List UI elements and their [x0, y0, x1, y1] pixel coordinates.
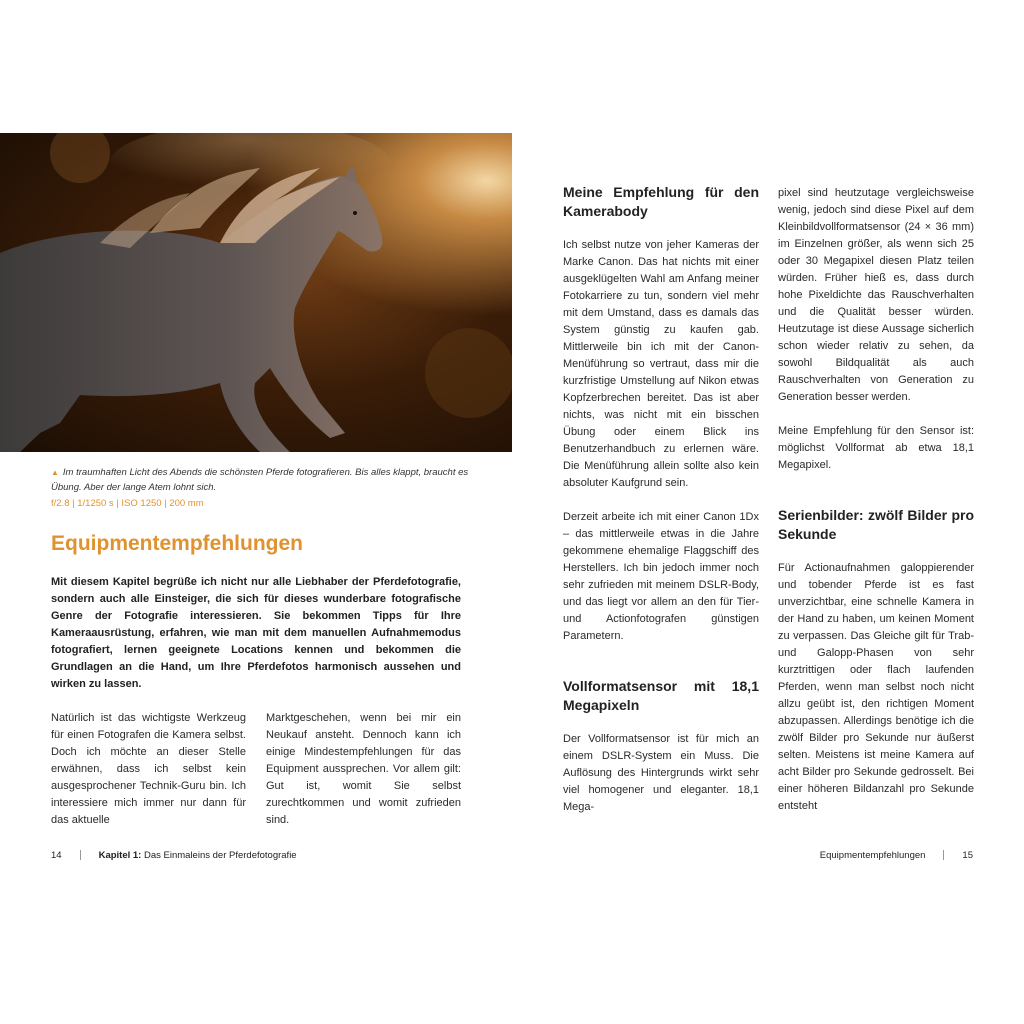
caption-triangle-icon: ▲	[51, 468, 59, 477]
chapter-label: Kapitel 1:	[98, 850, 142, 861]
text-column-4	[778, 185, 974, 832]
caption-text: Im traumhaften Licht des Abends die schönsten Pferde fotografieren. Bis alles klappt, braucht es Übung. Aber der lange Atem lohnt sich.	[51, 467, 469, 493]
section-heading: Serienbilder: zwölf Bilder pro Sekunde	[778, 507, 974, 542]
paragraph: Der Vollformatsensor ist für mich an einem DSLR-System ein Muss. Die Auflösung des Hintergrunds wirkt sehr viel homogener und eleganter. 18,1 Mega-	[563, 733, 759, 813]
paragraph: Marktgeschehen, wenn bei mir ein Neukauf ansteht. Dennoch kann ich einige Mindestempfehlungen für das Equipment aussprechen. Vor allem gilt: Gut ist, womit Sie selbst zurechtkommen und womit zufrieden sind.	[266, 712, 461, 826]
footer-divider	[80, 850, 81, 860]
text-column-1	[51, 710, 246, 846]
footer-left	[51, 850, 297, 861]
paragraph: Derzeit arbeite ich mit einer Canon 1Dx – das mittlerweile etwas in die Jahre gekommene ehemalige Flaggschiff des Herstellers. Ich bin jedoch immer noch sehr zufrieden mit meinem DSLR-Body, und das liegt vor allem an den für Tier- und Actionfotografen günstigen Parametern.	[563, 511, 759, 642]
text-column-3	[563, 183, 759, 833]
paragraph: Ich selbst nutze von jeher Kameras der Marke Canon. Das hat nichts mit einer ausgeklügelten Wahl am Anfang meiner Fotokarriere zu tun, sondern viel mehr mit dem Umstand, dass es damals das System günstig zu kaufen gab. Mittlerweile bin ich mit der Canon-Menüführung so vertraut, dass mir die kurzfristige Umstellung auf Nikon etwas Kopfzerbrechen bereitet. Das ist aber nichts, was nicht mit ein bisschen Übung oder einem Blick ins Benutzerhandbuch zu erlernen wäre. Die Menüführung allein sollte also kein absoluter Kaufgrund sein.	[563, 239, 759, 489]
footer-right	[820, 850, 973, 861]
section-name: Equipmentempfehlungen	[819, 850, 926, 861]
text-column-2	[266, 710, 461, 846]
intro-paragraph: Mit diesem Kapitel begrüße ich nicht nur alle Liebhaber der Pferdefotografie, sondern auch alle Einsteiger, die sich für dieses wunderbare fotografische Genre der Fotografie interessieren. Sie bekommen Tipps für Ihre Kameraausrüstung, erfahren, wie man mit dem manuellen Aufnahmemodus fotografiert, lernen geeignete Locations kennen und bekommen die Grundlagen an die Hand, um Ihre Pferdefotos harmonisch aussehen und wirken zu lassen.	[51, 576, 461, 690]
horse-illustration	[0, 133, 512, 452]
chapter-name: Das Einmaleins der Pferdefotografie	[143, 850, 297, 861]
page-number: 14	[51, 850, 62, 861]
paragraph: Meine Empfehlung für den Sensor ist: möglichst Vollformat ab etwa 18,1 Megapixel.	[778, 425, 974, 471]
paragraph: pixel sind heutzutage vergleichsweise wenig, jedoch sind diese Pixel auf dem Kleinbildvollformatsensor (24 × 36 mm) im Einzelnen größer, als wenn sich 25 oder 30 Megapixel diesen Platz teilen würden. Früher hieß es, dass durch hohe Pixeldichte das Rauschverhalten und die Qualität besser würden. Heutzutage ist diese Aussage sicherlich schon wieder relativ zu sehen, da sowohl Bildqualität als auch Rauschverhalten von Generation zu Generation besser werden.	[778, 187, 974, 403]
paragraph: Natürlich ist das wichtigste Werkzeug für einen Fotografen die Kamera selbst. Doch ich möchte an dieser Stelle erwähnen, dass ich selbst kein ausgesprochener Technik-Guru bin. Ich interessiere mich immer nur dann für das aktuelle	[51, 712, 246, 826]
horse-photo	[0, 133, 512, 452]
chapter-title: Equipmentempfehlungen	[51, 532, 303, 555]
footer-divider	[943, 850, 944, 860]
section-heading: Vollformatsensor mit 18,1 Megapixeln	[563, 678, 759, 713]
page-number: 15	[962, 850, 973, 861]
photo-caption	[51, 465, 471, 495]
paragraph: Für Actionaufnahmen galoppierender und tobender Pferde ist es fast unverzichtbar, eine schnelle Kamera in der Hand zu haben, um keinen Moment zu verpassen. Das Gleiche gilt für Trab- und Galopp-Phasen von sehr kurztrittigen oder flach laufenden Pferden, wenn man selbst noch nicht allzu geübt ist, den richtigen Moment abzupassen. Allerdings benötige ich die zwölf Bilder pro Sekunde nur äußerst selten. Meistens ist meine Kamera auf acht Bilder pro Sekunde gedrosselt. Bei einer höheren Bildanzahl pro Sekunde entsteht	[778, 562, 974, 812]
section-heading: Meine Empfehlung für den Kamerabody	[563, 184, 759, 219]
photo-exif: f/2.8 | 1/1250 s | ISO 1250 | 200 mm	[51, 498, 204, 509]
